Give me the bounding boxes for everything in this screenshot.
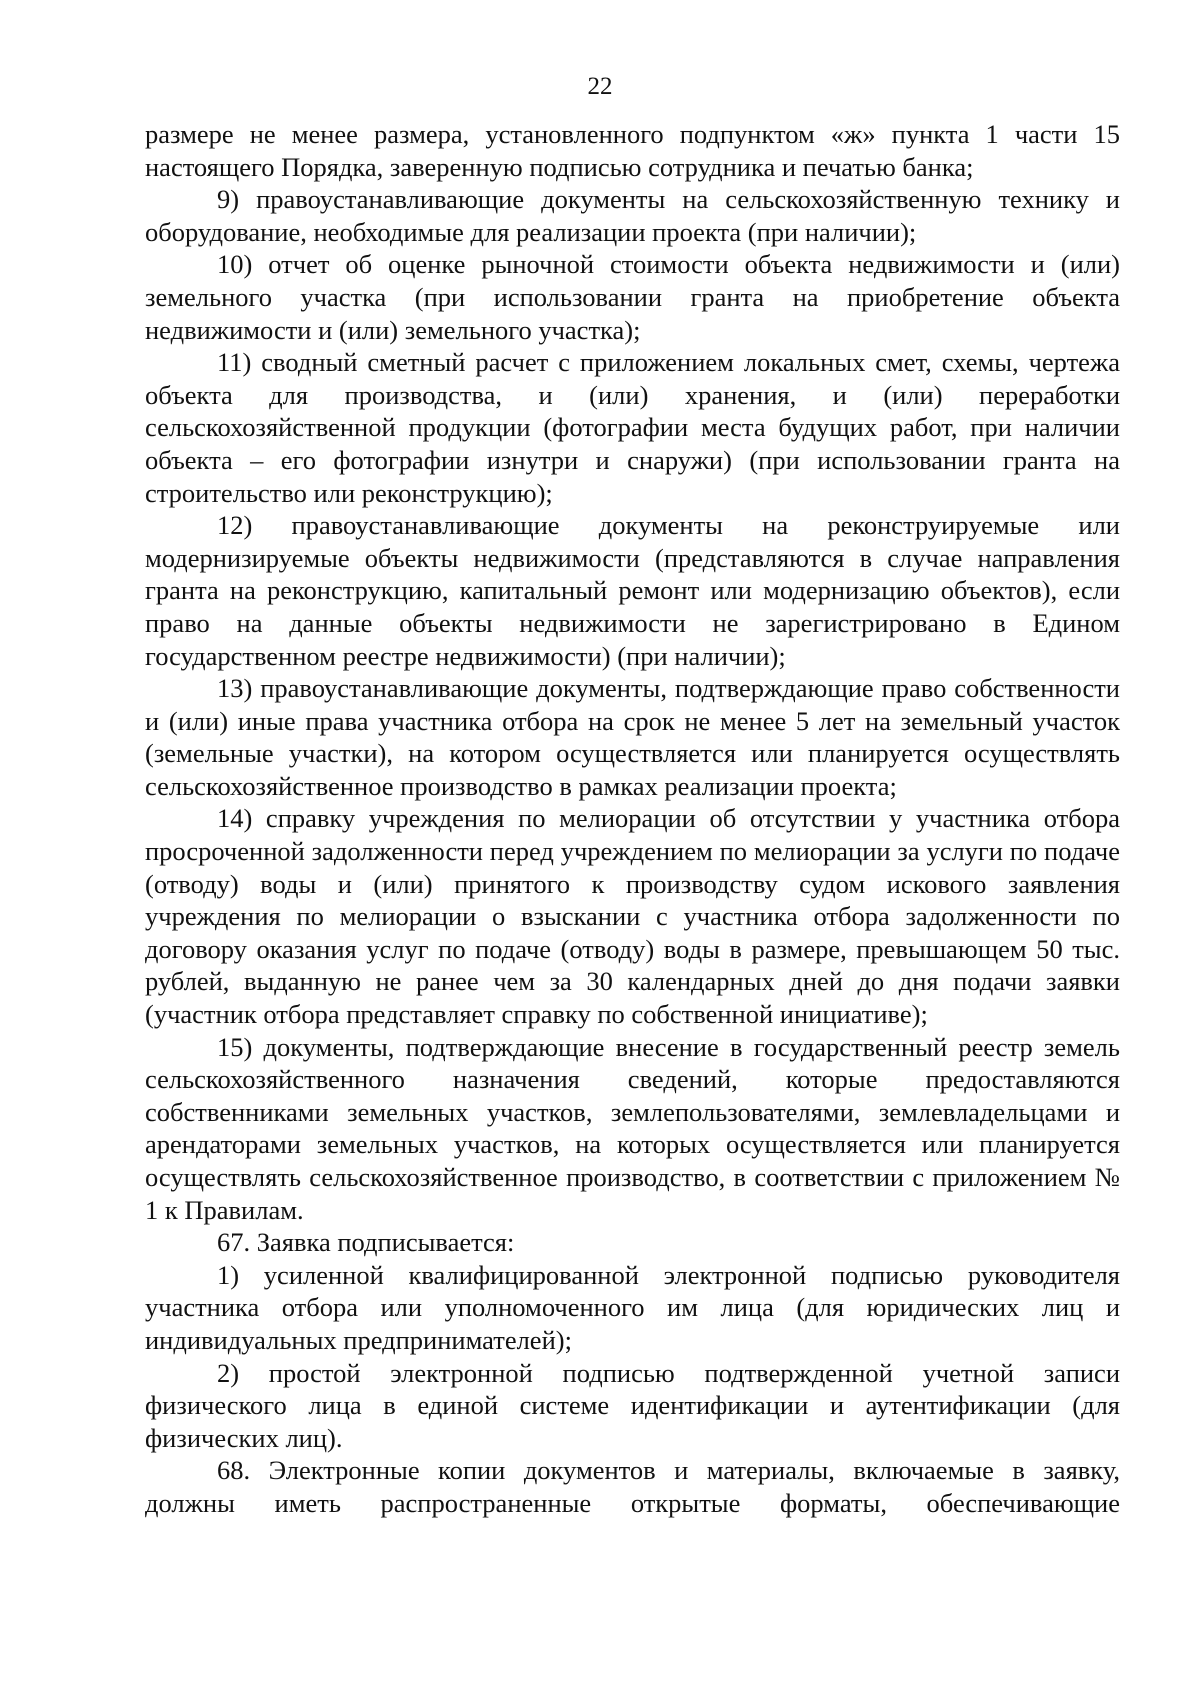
paragraph-item-15: 15) документы, подтверждающие внесение в государственный реестр земель сельскохозяйственного назначения сведений, которые предоставляются собственниками земельных участков, землепользователями, землевладельцами и арендаторами земельных участков, на которых осуществляется или планируется осуществлять сельскохозяйственное производство, в соответствии с приложением № 1 к Правилам. (145, 1031, 1120, 1225)
paragraph-item-11: 11) сводный сметный расчет с приложением локальных смет, схемы, чертежа объекта для производства, и (или) хранения, и (или) переработки сельскохозяйственной продукции (фотографии места будущих работ, при наличии объекта – его фотографии изнутри и снаружи) (при использовании гранта на строительство или реконструкцию); (145, 347, 1120, 508)
paragraph-item-9: 9) правоустанавливающие документы на сельскохозяйственную технику и оборудование, необходимые для реализации проекта (при наличии); (145, 184, 1120, 247)
paragraph-item-10: 10) отчет об оценке рыночной стоимости объекта недвижимости и (или) земельного участка (при использовании гранта на приобретение объекта недвижимости и (или) земельного участка); (145, 249, 1120, 345)
page-number: 22 (587, 73, 613, 100)
paragraph-item-14: 14) справку учреждения по мелиорации об отсутствии у участника отбора просроченной задолженности перед учреждением по мелиорации за услуги по подаче (отводу) воды и (или) принятого к производству судом искового заявления учреждения по мелиорации о взыскании с участника отбора задолженности по договору оказания услуг по подаче (отводу) воды в размере, превышающем 50 тыс. рублей, выданную не ранее чем за 30 календарных дней до дня подачи заявки (участник отбора представляет справку по собственной инициативе); (145, 803, 1120, 1030)
paragraph-item-12: 12) правоустанавливающие документы на реконструируемые или модернизируемые объекты недвижимости (представляются в случае направления гранта на реконструкцию, капитальный ремонт или модернизацию объектов), если право на данные объекты недвижимости не зарегистрировано в Едином государственном реестре недвижимости) (при наличии); (145, 510, 1120, 671)
paragraph-continuation: размере не менее размера, установленного подпунктом «ж» пункта 1 части 15 настоящего Порядка, заверенную подписью сотрудника и печатью банка; (145, 119, 1120, 182)
paragraph-clause-67-item-1: 1) усиленной квалифицированной электронной подписью руководителя участника отбора или уполномоченного им лица (для юридических лиц и индивидуальных предпринимателей); (145, 1259, 1120, 1355)
paragraph-clause-68: 68. Электронные копии документов и материалы, включаемые в заявку, должны иметь распространенные открытые форматы, обеспечивающие (145, 1455, 1120, 1518)
paragraph-clause-67-item-2: 2) простой электронной подписью подтвержденной учетной записи физического лица в единой системе идентификации и аутентификации (для физических лиц). (145, 1357, 1120, 1453)
paragraph-item-13: 13) правоустанавливающие документы, подтверждающие право собственности и (или) иные права участника отбора на срок не менее 5 лет на земельный участок (земельные участки), на котором осуществляется или планируется осуществлять сельскохозяйственное производство в рамках реализации проекта; (145, 673, 1120, 801)
document-body (145, 118, 1120, 1520)
paragraph-clause-67: 67. Заявка подписывается: (217, 1227, 515, 1258)
